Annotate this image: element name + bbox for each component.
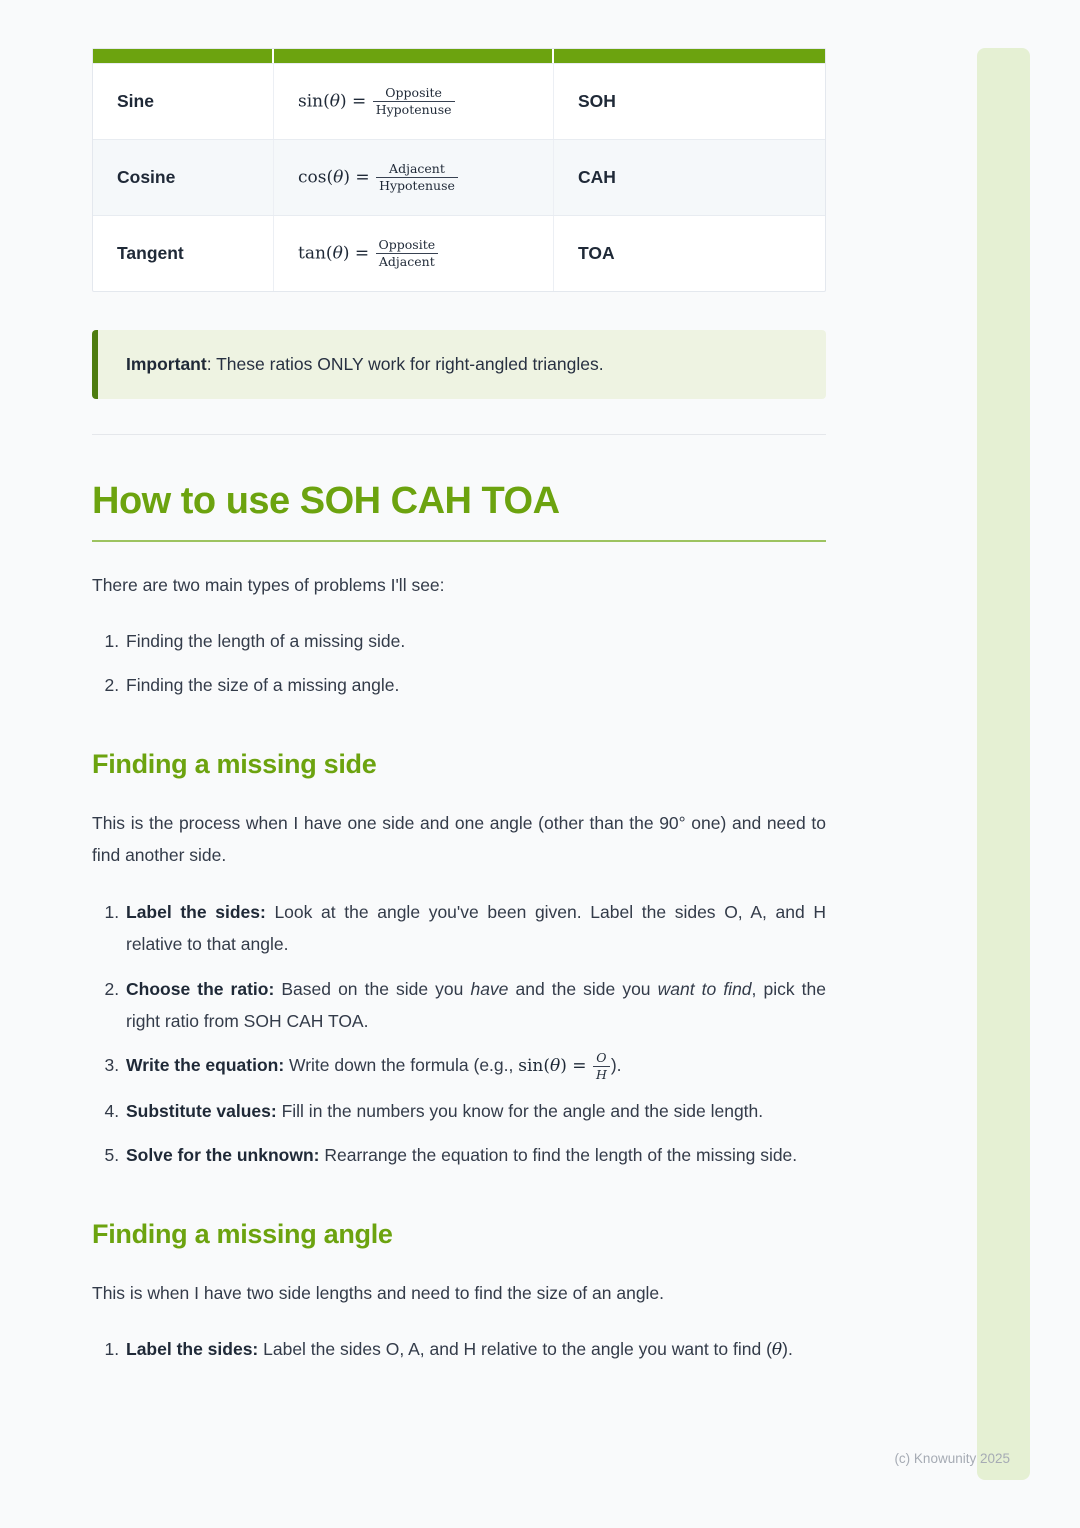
ratio-name: Tangent — [117, 243, 184, 263]
step-item: 5. Solve for the unknown: Rearrange the equation to find the length of the missing side. — [124, 1139, 826, 1171]
important-callout — [92, 330, 826, 399]
callout-lead: Important — [126, 354, 207, 374]
table-row-sine — [93, 63, 825, 139]
step-item: 4. Substitute values: Fill in the numbers you know for the angle and the side length. — [124, 1095, 826, 1127]
ratio-name: Cosine — [117, 167, 176, 187]
cosine-formula: cos(θ) = $\frac{\text{Adjacent}}{\text{Hypotenuse}}$ — [298, 162, 459, 194]
tangent-formula: tan(θ) = $\frac{\text{Opposite}}{\text{Adjacent}}$ — [298, 238, 439, 270]
callout-text: : These ratios ONLY work for right-angled triangles. — [206, 354, 604, 374]
step-item: 1. Label the sides: Label the sides O, A, and H relative to the angle you want to find (θ). — [124, 1333, 826, 1366]
subsection-title-missing-side: Finding a missing side — [92, 748, 377, 779]
problem-types-list — [92, 625, 826, 702]
list-item: 1. Finding the length of a missing side. — [124, 625, 826, 657]
sine-formula: sin(θ) = $\frac{\text{Opposite}}{\text{Hypotenuse}}$ — [298, 86, 456, 118]
step-item: 2. Choose the ratio: Based on the side you have and the side you want to find, pick the right ratio from SOH CAH TOA. — [124, 973, 826, 1038]
inline-formula: sin(θ) = $\frac{O}{H}$ — [518, 1056, 611, 1076]
missing-angle-intro: This is when I have two side lengths and need to find the size of an angle. — [92, 1282, 665, 1303]
intro-paragraph: There are two main types of problems I'll see: — [92, 574, 445, 595]
list-item: 2. Finding the size of a missing angle. — [124, 669, 826, 701]
missing-side-intro: This is the process when I have one side and one angle (other than the 90° one) and need to find another side. — [92, 813, 826, 866]
document-content — [92, 48, 826, 1379]
table-header-cell — [93, 49, 274, 63]
page-side-strip — [977, 48, 1030, 1480]
table-header-cell — [554, 49, 825, 63]
step-item: 1. Label the sides: Look at the angle you've been given. Label the sides O, A, and H relative to that angle. — [124, 896, 826, 961]
mnemonic: TOA — [578, 243, 615, 263]
trig-ratios-table — [92, 48, 826, 292]
table-row-cosine — [93, 139, 825, 215]
copyright-footer: (c) Knowunity 2025 — [894, 1451, 1010, 1466]
ratio-name: Sine — [117, 91, 154, 111]
table-header-bar — [93, 49, 825, 63]
page-title: How to use SOH CAH TOA — [92, 479, 826, 542]
table-row-tangent — [93, 215, 825, 291]
missing-side-steps — [92, 896, 826, 1172]
step-item: 3. Write the equation: Write down the formula (e.g., sin(θ) = $\frac{O}{H}$ ). — [124, 1049, 826, 1082]
theta-symbol: θ — [771, 1340, 783, 1361]
mnemonic: SOH — [578, 91, 616, 111]
missing-angle-steps — [92, 1333, 826, 1366]
table-header-cell — [274, 49, 554, 63]
section-divider — [92, 434, 826, 435]
subsection-title-missing-angle: Finding a missing angle — [92, 1218, 393, 1249]
mnemonic: CAH — [578, 167, 616, 187]
